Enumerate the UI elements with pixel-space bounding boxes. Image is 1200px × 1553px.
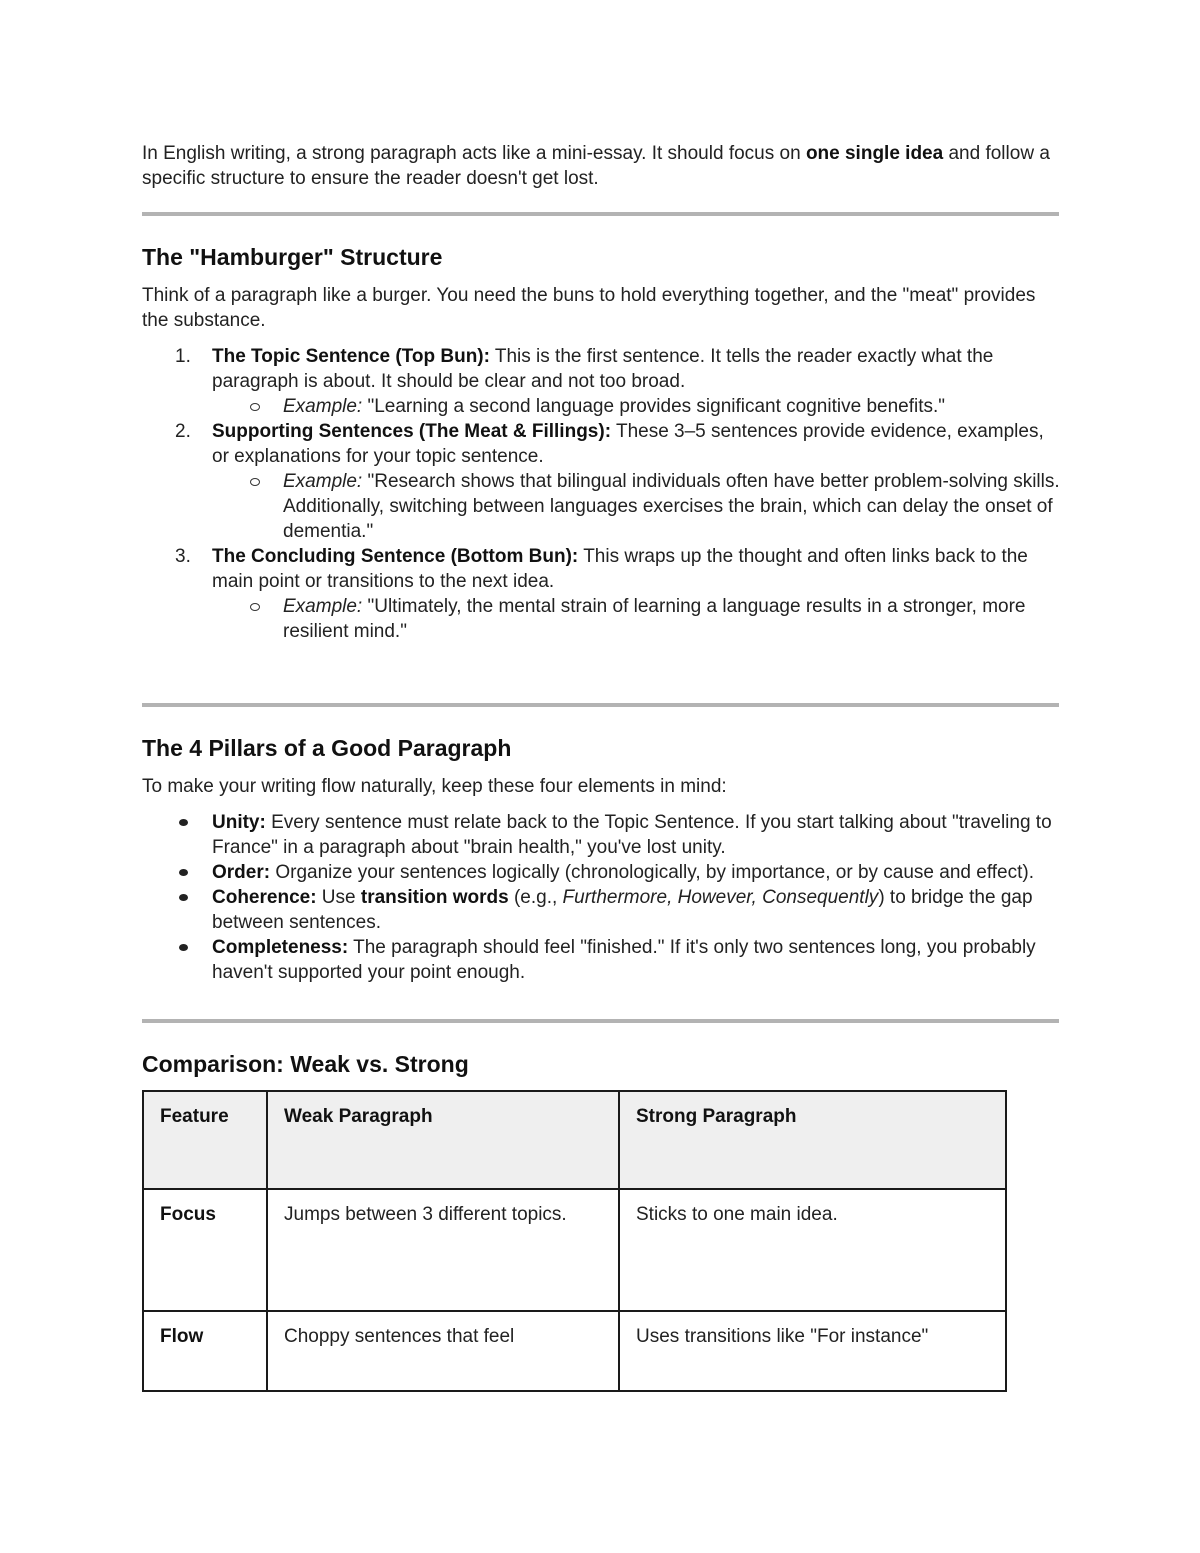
section-heading-hamburger: The "Hamburger" Structure [142,244,443,270]
table-row [143,1311,1006,1391]
bullet-icon [179,869,188,876]
table-cell: Flow [143,1311,267,1391]
table-cell: Focus [143,1189,267,1311]
horizontal-rule [142,1019,1059,1023]
intro-bold: one single idea [805,143,944,164]
section-heading-pillars: The 4 Pillars of a Good Paragraph [142,735,512,761]
horizontal-rule [142,212,1059,216]
circle-bullet-icon [250,603,260,611]
pillars-intro: To make your writing flow naturally, keep these four elements in mind: [142,776,727,797]
list-item-completeness: Completeness: The paragraph should feel "finished." If it's only two sentences long, you probably haven't supported your point enough. [142,935,1062,985]
table-header-cell: Feature [143,1091,267,1189]
comparison-table [142,1090,1007,1392]
bullet-icon [179,819,188,826]
horizontal-rule [142,703,1059,707]
example-item: Example: "Ultimately, the mental strain of learning a language results in a stronger, more resilient mind." [212,594,1062,644]
list-item-unity: Unity: Every sentence must relate back to the Topic Sentence. If you start talking about "traveling to France" in a paragraph about "brain health," you've lost unity. [142,810,1062,860]
bullet-icon [179,944,188,951]
table-cell: Sticks to one main idea. [619,1189,1006,1311]
circle-bullet-icon [250,478,260,486]
pillars-list [142,810,1062,985]
table-header-cell: Weak Paragraph [267,1091,619,1189]
circle-bullet-icon [250,403,260,411]
intro-paragraph: In English writing, a strong paragraph acts like a mini-essay. It should focus on one single idea and follow a specific structure to ensure the reader doesn't get lost. [142,143,1050,189]
table-row [143,1189,1006,1311]
list-item-topic-sentence: 1. The Topic Sentence (Top Bun): This is the first sentence. It tells the reader exactly what the paragraph is about. It should be clear and not too broad. Example: "Learning a second language provides significant cognitive benefits." [142,344,1062,419]
table-header-row [143,1091,1006,1189]
section-heading-comparison: Comparison: Weak vs. Strong [142,1051,469,1077]
table-header-cell: Strong Paragraph [619,1091,1006,1189]
list-item-coherence: Coherence: Use transition words (e.g., Furthermore, However, Consequently) to bridge the gap between sentences. [142,885,1062,935]
table-cell: Uses transitions like "For instance" [619,1311,1006,1391]
list-item-supporting-sentences: 2. Supporting Sentences (The Meat & Fillings): These 3–5 sentences provide evidence, examples, or explanations for your topic sentence. Example: "Research shows that bilingual individuals often have better problem-solving skills. Additionally, switching between languages exercises the brain, which can delay the onset of dementia." [142,419,1062,544]
list-item-concluding-sentence: 3. The Concluding Sentence (Bottom Bun): This wraps up the thought and often links back to the main point or transitions to the next idea. Example: "Ultimately, the mental strain of learning a language results in a stronger, more resilient mind." [142,544,1062,644]
list-item-order: Order: Organize your sentences logically (chronologically, by importance, or by cause and effect). [142,860,1062,885]
bullet-icon [179,894,188,901]
document-page [142,141,1062,1392]
example-item: Example: "Research shows that bilingual individuals often have better problem-solving skills. Additionally, switching between languages exercises the brain, which can delay the onset of dementia." [212,469,1062,544]
example-item: Example: "Learning a second language provides significant cognitive benefits." [212,394,1062,419]
hamburger-intro: Think of a paragraph like a burger. You need the buns to hold everything together, and the "meat" provides the substance. [142,285,1036,331]
table-cell: Jumps between 3 different topics. [267,1189,619,1311]
table-cell: Choppy sentences that feel [267,1311,619,1391]
hamburger-list [142,344,1062,644]
